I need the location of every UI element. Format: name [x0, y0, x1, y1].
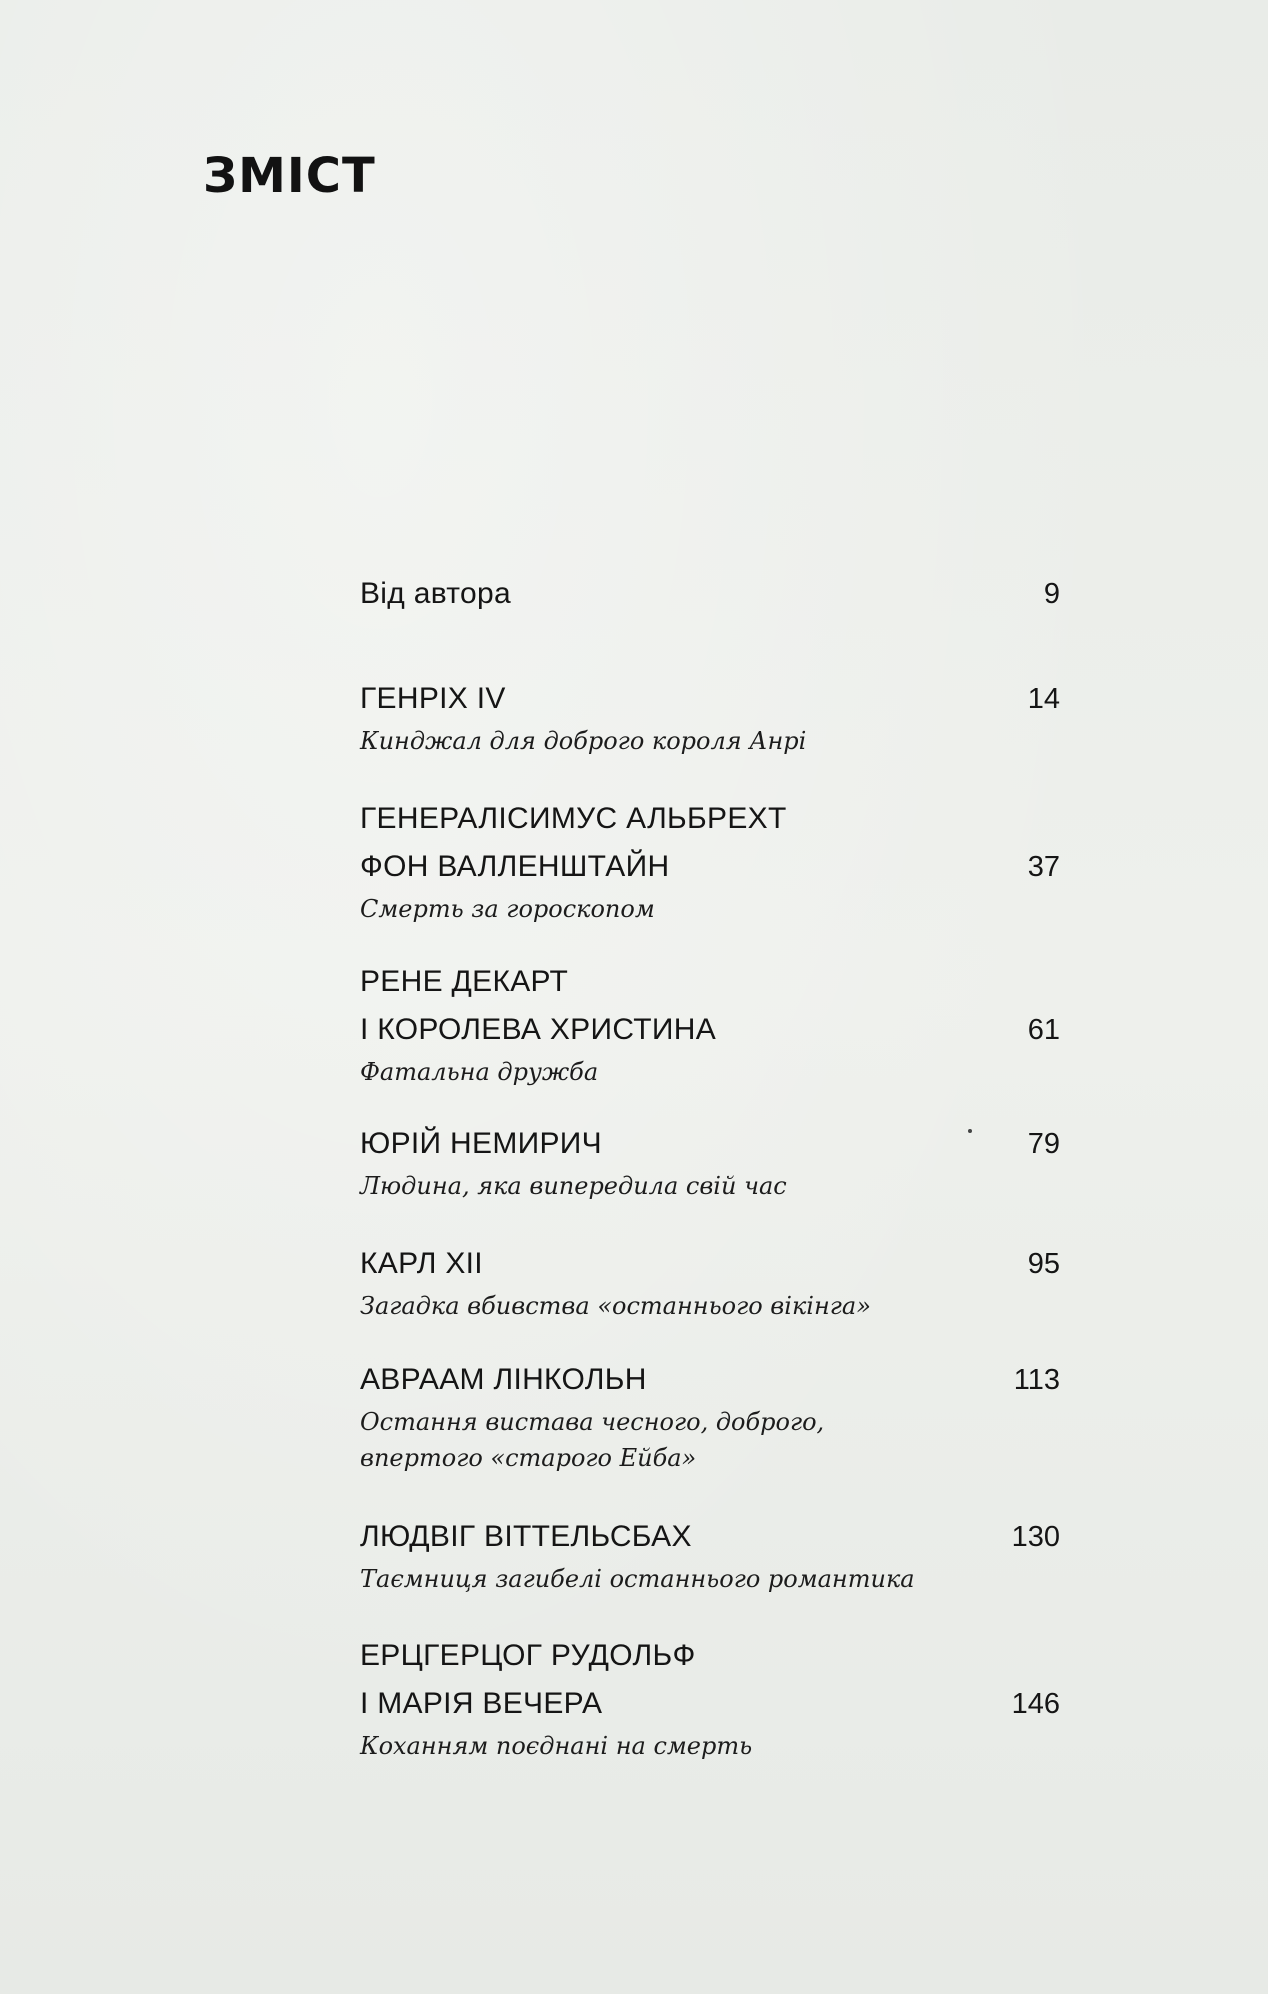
toc-entry-page-number: 146: [1011, 1688, 1060, 1720]
toc-entry-subtitle: впертого «старого Ейба»: [360, 1444, 697, 1472]
toc-entry-title: ГЕНЕРАЛІСИМУС АЛЬБРЕХТ: [360, 802, 787, 835]
toc-entry-subtitle: Фатальна дружба: [360, 1058, 599, 1086]
toc-entry-page-number: 37: [1027, 851, 1060, 883]
toc-entry-title: ЮРІЙ НЕМИРИЧ: [360, 1127, 602, 1160]
toc-entry-title: І МАРІЯ ВЕЧЕРА: [360, 1687, 603, 1720]
print-speck: [968, 1129, 972, 1133]
toc-entry: [360, 1240, 1060, 1324]
toc-entry-subtitle: Смерть за гороскопом: [360, 895, 655, 923]
toc-entry-title: І КОРОЛЕВА ХРИСТИНА: [360, 1013, 717, 1046]
page-title: ЗМІСТ: [203, 148, 376, 204]
toc-entry-subtitle: Остання вистава чесного, доброго,: [360, 1408, 825, 1436]
toc-entry-subtitle: Людина, яка випередила свій час: [360, 1172, 787, 1200]
toc-entry: [360, 958, 1060, 1090]
toc-entry-title: ЛЮДВІГ ВІТТЕЛЬСБАХ: [360, 1520, 692, 1553]
toc-entry-page-number: 95: [1027, 1248, 1060, 1280]
toc-entry-title: АВРААМ ЛІНКОЛЬН: [360, 1363, 647, 1396]
toc-entry-page-number: 113: [1013, 1364, 1060, 1396]
toc-entry-subtitle: Коханням поєднані на смерть: [360, 1732, 753, 1760]
toc-entry-title: ЕРЦГЕРЦОГ РУДОЛЬФ: [360, 1639, 696, 1672]
toc-entry-page-number: 9: [1043, 578, 1060, 610]
toc-entry-subtitle: Загадка вбивства «останнього вікінга»: [360, 1292, 871, 1320]
toc-entry-page-number: 61: [1027, 1014, 1060, 1046]
toc-entry-title: КАРЛ XII: [360, 1247, 483, 1280]
toc-entry-page-number: 14: [1027, 683, 1060, 715]
toc-entry: [360, 1632, 1060, 1764]
toc-entry-page-number: 79: [1027, 1128, 1060, 1160]
toc-entry: [360, 570, 1060, 618]
toc-entry-subtitle: Таємниця загибелі останнього романтика: [360, 1565, 915, 1593]
toc-entry: [360, 675, 1060, 759]
toc-entry-page-number: 130: [1011, 1521, 1060, 1553]
toc-entry: [360, 1120, 1060, 1204]
toc-entry-title: ФОН ВАЛЛЕНШТАЙН: [360, 850, 670, 883]
toc-entry: [360, 1356, 1060, 1476]
toc-entry-title: Від автора: [360, 577, 511, 610]
toc-entry: [360, 795, 1060, 927]
toc-entry-title: ГЕНРІХ IV: [360, 682, 506, 715]
toc-entry: [360, 1513, 1060, 1597]
toc-entry-title: РЕНЕ ДЕКАРТ: [360, 965, 569, 998]
toc-entry-subtitle: Кинджал для доброго короля Анрі: [360, 727, 807, 755]
